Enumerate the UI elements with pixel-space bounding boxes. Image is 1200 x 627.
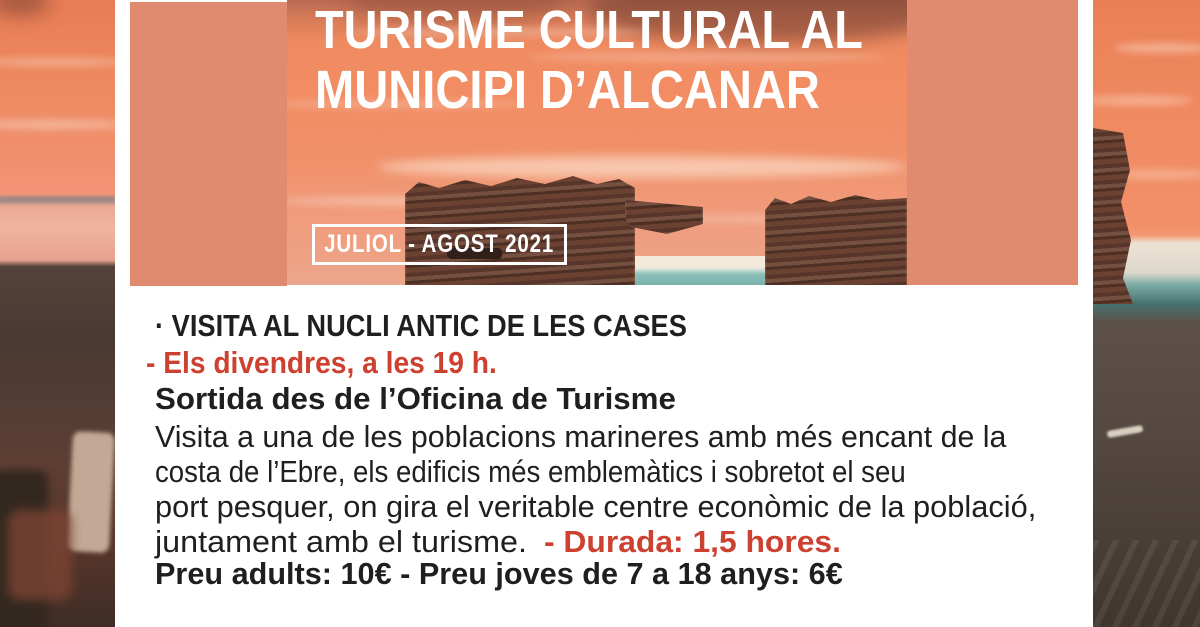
duration-highlight: - Durada: 1,5 hores. xyxy=(544,524,841,559)
road-marking xyxy=(1107,425,1144,438)
description-line xyxy=(155,489,1042,525)
asphalt-texture xyxy=(1093,540,1200,627)
activity-schedule xyxy=(146,345,532,381)
light-rock xyxy=(67,431,115,553)
cloud-streak xyxy=(0,120,115,129)
description-text: Visita a una de les poblacions marineres amb més encant de la xyxy=(155,419,1007,454)
description-text: costa de l’Ebre, els edificis més emblemàtics i sobretot el seu xyxy=(155,454,906,489)
ruin-silhouette-right-strip xyxy=(1093,128,1137,304)
ruin-silhouette-right xyxy=(765,190,907,285)
activity-departure xyxy=(155,381,676,417)
cloud-streak xyxy=(377,156,907,178)
poster-title-line2 xyxy=(315,60,907,120)
activity-heading-text: · VISITA AL NUCLI ANTIC DE LES CASES xyxy=(155,308,687,343)
activity-heading xyxy=(155,308,760,344)
description-line xyxy=(155,419,1025,455)
background-photo-right xyxy=(1093,0,1200,627)
poster-title-text2: MUNICIPI D’ALCANAR xyxy=(315,60,820,120)
horizon-line xyxy=(0,196,115,203)
description-text: juntament amb el turisme. xyxy=(155,524,527,559)
description-line xyxy=(155,454,998,490)
date-badge-label: JULIOL - AGOST 2021 xyxy=(324,230,555,258)
red-rock-patch xyxy=(8,510,72,600)
cloud-streak xyxy=(1113,44,1200,52)
sea-band xyxy=(622,256,772,285)
poster-title-line1 xyxy=(315,0,907,60)
activity-departure-text: Sortida des de l’Oficina de Turisme xyxy=(155,381,676,416)
cloud-streak xyxy=(1093,96,1193,105)
cloud-patch xyxy=(0,0,50,16)
description-line xyxy=(155,524,841,560)
poster-title-text1: TURISME CULTURAL AL xyxy=(315,0,863,60)
header-salmon-left xyxy=(130,2,287,286)
date-badge xyxy=(312,224,567,265)
header-photo xyxy=(287,0,907,285)
header-salmon-right xyxy=(907,0,1078,285)
poster-page xyxy=(115,0,1093,627)
background-photo-left xyxy=(0,0,115,627)
cloud-streak xyxy=(0,58,115,66)
price-line xyxy=(155,556,851,592)
price-text: Preu adults: 10€ - Preu joves de 7 a 18 anys: 6€ xyxy=(155,556,843,591)
activity-schedule-text: - Els divendres, a les 19 h. xyxy=(146,345,497,380)
description-text: port pesquer, on gira el veritable centre econòmic de la població, xyxy=(155,489,1037,524)
